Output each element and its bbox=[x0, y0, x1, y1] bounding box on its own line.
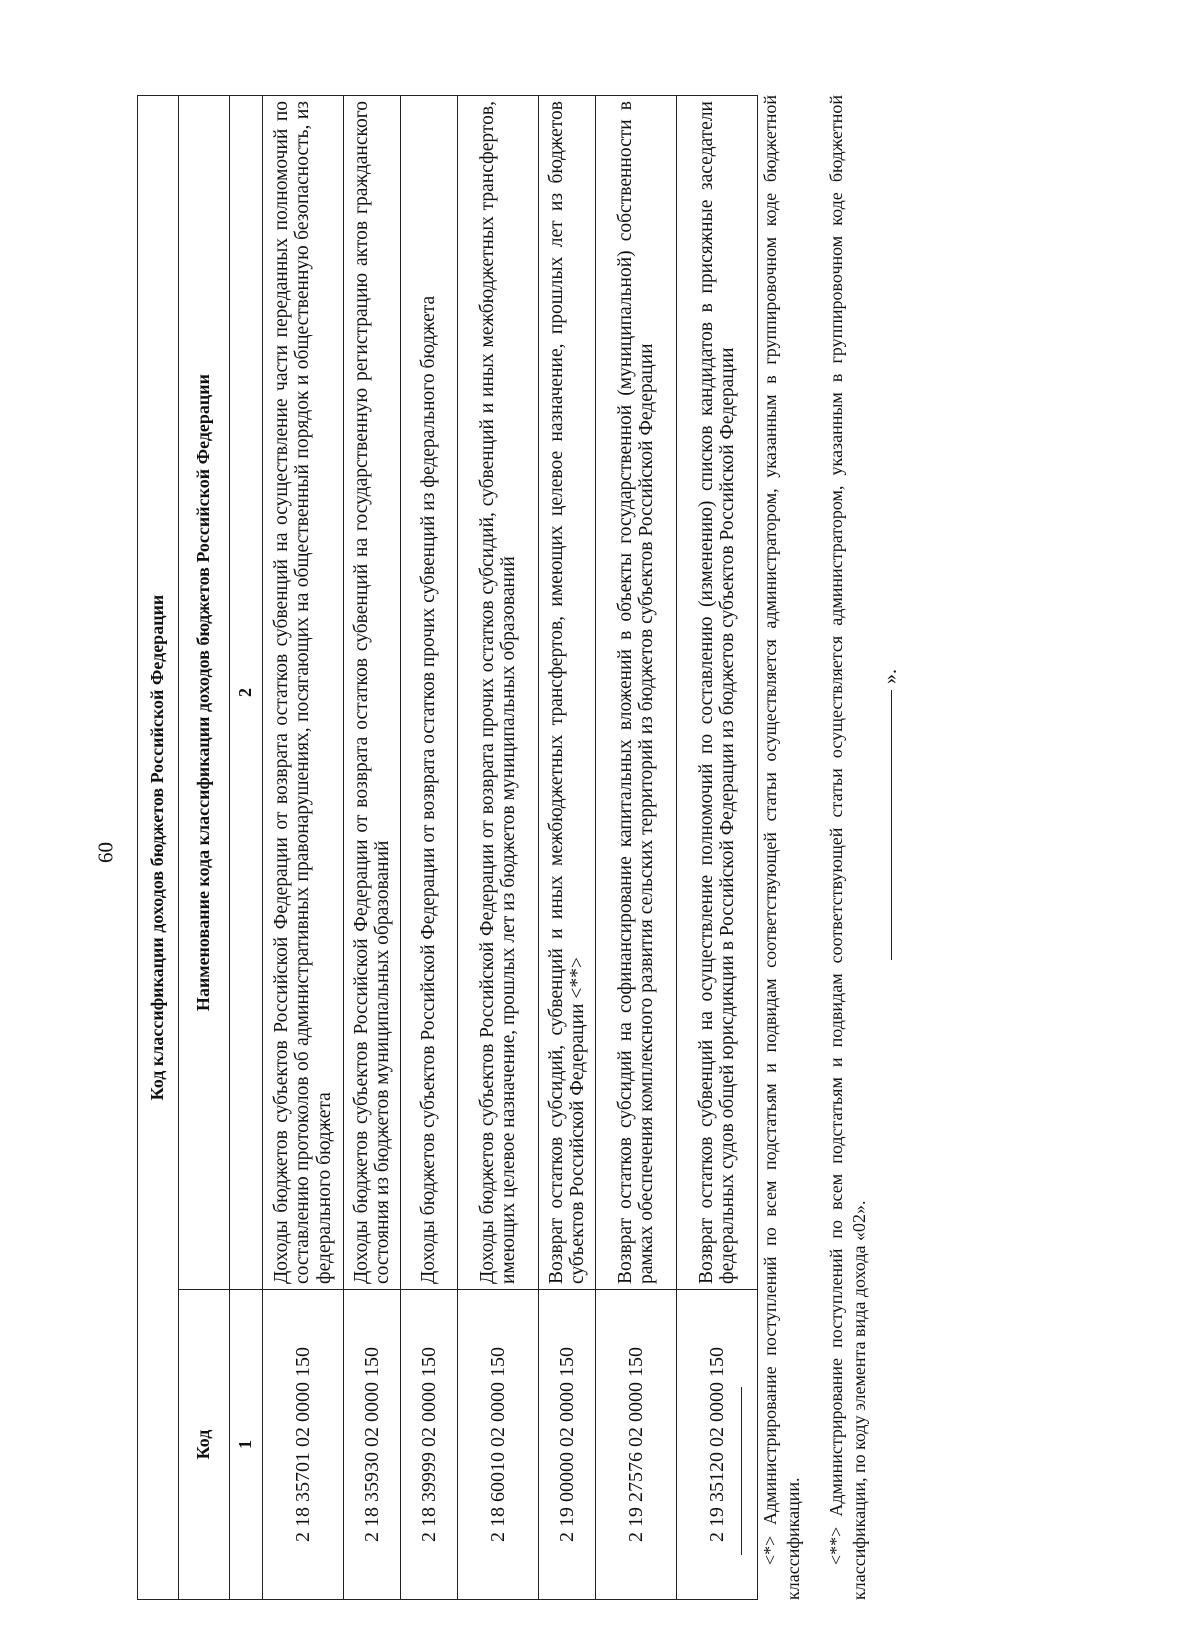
footnote-1: <*> Администрирование поступлений по всем подстатьям и подвидам соответствующей статьи осуществляется администратором, указанным в группировочном коде бюджетной классификации. bbox=[760, 95, 803, 1600]
row-code: 2 18 39999 02 0000 150 bbox=[401, 1290, 458, 1600]
income-classification-table bbox=[137, 95, 758, 1600]
row-code: 2 19 27576 02 0000 150 bbox=[596, 1290, 677, 1600]
row-name: Доходы бюджетов субъектов Российской Федерации от возврата остатков прочих субвенций из федерального бюджета bbox=[401, 96, 458, 1290]
table-row bbox=[677, 96, 758, 1600]
row-name: Возврат остатков субсидий на софинансирование капитальных вложений в объекты государственной (муниципальной) собственности в рамках обеспечения комплексного развития сельских территорий из бюджетов субъектов Российской Федерации bbox=[596, 96, 677, 1290]
closing-line bbox=[891, 690, 892, 960]
row-name: Доходы бюджетов субъектов Российской Федерации от возврата остатков субвенций на осуществление части переданных полномочий по составлению протоколов об административных правонарушениях, посягающих на общественный порядок и общественную безопасность, из федерального бюджета bbox=[263, 96, 344, 1290]
rotated-landscape-sheet bbox=[137, 95, 907, 1600]
footnote-2: <**> Администрирование поступлений по всем подстатьям и подвидам соответствующей статьи осуществляется администратором, указанным в группировочном коде бюджетной классификации, по коду элемента вида дохода «02». bbox=[826, 95, 869, 1600]
closing-mark bbox=[879, 669, 902, 960]
row-code: 2 19 35120 02 0000 150 bbox=[677, 1290, 758, 1600]
row-name: Возврат остатков субвенций на осуществление полномочий по составлению (изменению) списков кандидатов в присяжные заседатели федеральных судов общей юрисдикции в Российской Федерации из бюджетов субъектов Российской Федерации bbox=[677, 96, 758, 1290]
row-code: 2 19 00000 02 0000 150 bbox=[539, 1290, 596, 1600]
footnote-separator bbox=[741, 1387, 742, 1555]
table-row bbox=[458, 96, 539, 1600]
table-row bbox=[344, 96, 401, 1600]
row-code: 2 18 60010 02 0000 150 bbox=[458, 1290, 539, 1600]
table-group-header: Код классификации доходов бюджетов Российской Федерации bbox=[138, 96, 179, 1600]
table-row bbox=[539, 96, 596, 1600]
table-row bbox=[263, 96, 344, 1600]
column-header-name: Наименование кода классификации доходов бюджетов Российской Федерации bbox=[179, 96, 230, 1290]
table-row bbox=[401, 96, 458, 1600]
row-name: Возврат остатков субсидий, субвенций и иных межбюджетных трансфертов, имеющих целевое назначение, прошлых лет из бюджетов субъектов Российской Федерации <**> bbox=[539, 96, 596, 1290]
row-name: Доходы бюджетов субъектов Российской Федерации от возврата прочих остатков субсидий, субвенций и иных межбюджетных трансфертов, имеющих целевое назначение, прошлых лет из бюджетов муниципальных образований bbox=[458, 96, 539, 1290]
column-number-2: 2 bbox=[230, 96, 263, 1290]
closing-quote: ». bbox=[879, 669, 901, 684]
column-number-1: 1 bbox=[230, 1290, 263, 1600]
row-code: 2 18 35930 02 0000 150 bbox=[344, 1290, 401, 1600]
column-header-code: Код bbox=[179, 1290, 230, 1600]
table-row bbox=[596, 96, 677, 1600]
row-code: 2 18 35701 02 0000 150 bbox=[263, 1290, 344, 1600]
page-number: 60 bbox=[93, 842, 118, 863]
row-name: Доходы бюджетов субъектов Российской Федерации от возврата остатков субвенций на государственную регистрацию актов гражданского состояния из бюджетов муниципальных образований bbox=[344, 96, 401, 1290]
